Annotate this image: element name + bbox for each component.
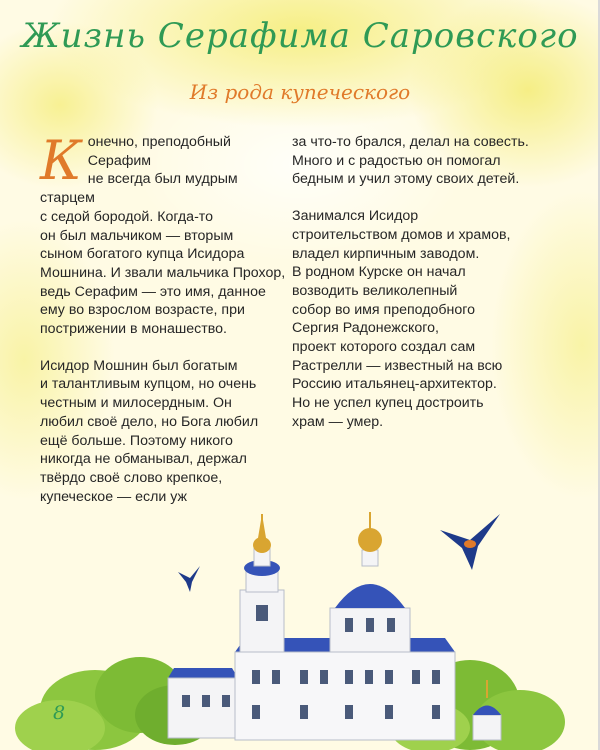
paragraph-3: за что-то брался, делал на совесть. Много и с радостью он помогал бедным и учил этому своих детей. — [292, 134, 529, 188]
text-column-right — [292, 133, 557, 450]
cathedral-illustration — [0, 500, 600, 750]
page-title: Жизнь Серафима Саровского — [21, 16, 579, 56]
swallow-large — [440, 514, 500, 570]
page-number: 8 — [53, 702, 66, 724]
cathedral — [168, 512, 501, 740]
paragraph-2: Исидор Мошнин был богатым и талантливым купцом, но очень честным и милосердным. Он любил своё дело, но Бога любил ещё больше. Поэтому никого никогда не обманывал, держал твёрдо своё слово крепкое, купеческое — если уж — [40, 357, 259, 505]
chapter-subtitle: Из рода купеческого — [189, 80, 411, 104]
paragraph-1 — [40, 129, 290, 339]
text-column-left — [40, 129, 290, 524]
swallow-small — [178, 566, 200, 592]
paragraph-4: Занимался Исидор строительством домов и храмов, владел кирпичным заводом. В родном Курске он начал возводить великолепный собор во имя преподобного Сергия Радонежского, проект которого создал сам Растрелли — известный на всю Россию итальянец-архитектор. Но не успел купец достроить храм — умер. — [292, 208, 511, 430]
dropcap-letter: К — [40, 129, 82, 192]
paragraph-1-text: онечно, преподобный Серафим не всегда был мудрым старцем с седой бородой. Когда-то он был мальчиком — вторым сыном богатого купца Исидора Мошнина. И звали мальчика Прохор, ведь Серафим — это имя, данное ему во взрослом возрасте, при пострижении в монашество. — [40, 134, 286, 338]
